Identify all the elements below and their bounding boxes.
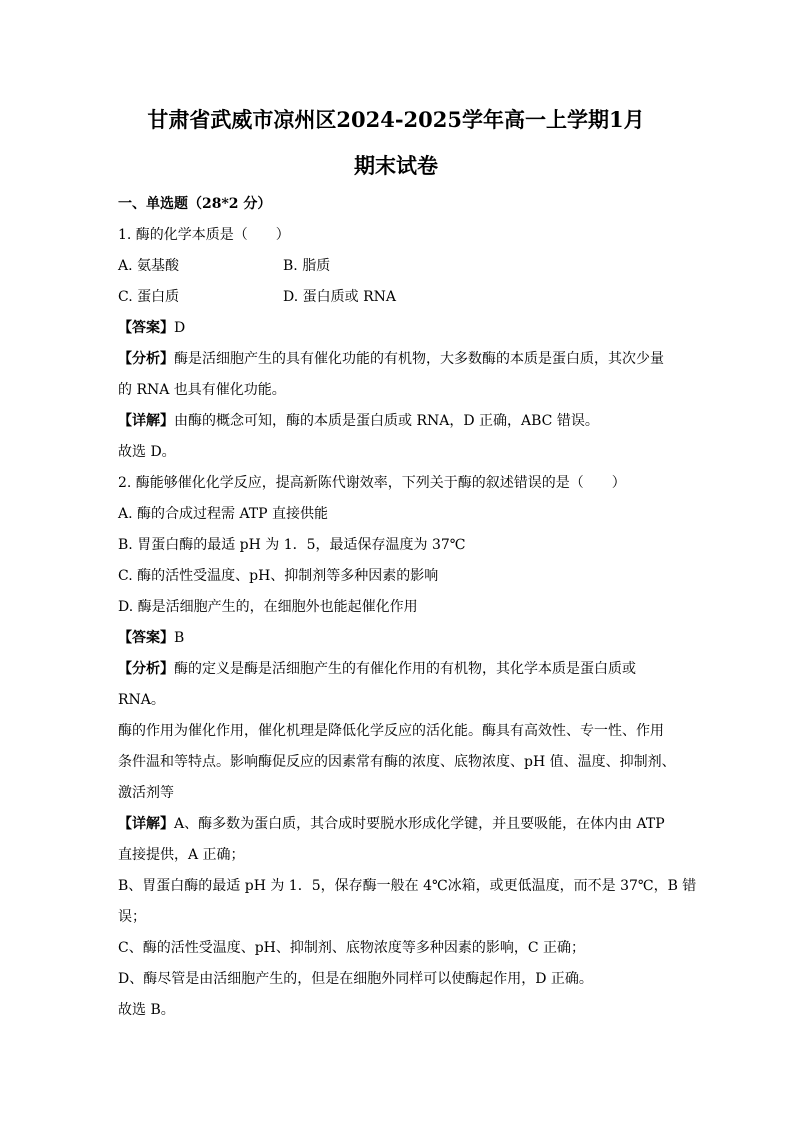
question-2-analysis-line-1 bbox=[118, 659, 674, 679]
answer-value: B bbox=[174, 630, 185, 646]
detail-text: 由酶的概念可知，酶的本质是蛋白质或 RNA，D 正确，ABC 错误。 bbox=[174, 413, 599, 429]
question-2-analysis-line-3: 酶的作用为催化作用，催化机理是降低化学反应的活化能。酶具有高效性、专一性、作用 bbox=[118, 723, 664, 739]
question-1-detail-line-1 bbox=[118, 411, 674, 431]
analysis-tag: 【分析】 bbox=[118, 661, 174, 677]
question-2-detail-line-5: C、酶的活性受温度、pH、抑制剂、底物浓度等多种因素的影响，C 正确； bbox=[118, 940, 586, 956]
detail-tag: 【详解】 bbox=[118, 413, 174, 429]
question-2-option-c: C. 酶的活性受温度、pH、抑制剂等多种因素的影响 bbox=[118, 568, 439, 584]
section-heading: 一、单选题（28*2 分） bbox=[118, 196, 272, 212]
question-2-detail-line-4: 误； bbox=[118, 909, 146, 925]
document-title-line-1: 甘肃省武威市凉州区2024-2025学年高一上学期1月 bbox=[147, 107, 645, 132]
question-1-option-d: D. 蛋白质或 RNA bbox=[283, 289, 396, 305]
question-1-options-row-1 bbox=[118, 256, 674, 276]
question-2-answer bbox=[118, 628, 674, 648]
question-2-detail-line-1 bbox=[118, 814, 674, 834]
document-title-line-2: 期末试卷 bbox=[354, 153, 438, 178]
answer-tag: 【答案】 bbox=[118, 320, 174, 336]
question-2-conclusion: 故选 B。 bbox=[118, 1002, 175, 1018]
answer-value: D bbox=[174, 320, 186, 336]
question-1-answer bbox=[118, 318, 674, 338]
question-2-option-b: B. 胃蛋白酶的最适 pH 为 1．5，最适保存温度为 37℃ bbox=[118, 537, 466, 553]
analysis-text: 酶的定义是酶是活细胞产生的有催化作用的有机物，其化学本质是蛋白质或 bbox=[174, 661, 636, 677]
question-1-option-c: C. 蛋白质 bbox=[118, 289, 180, 305]
answer-tag: 【答案】 bbox=[118, 630, 174, 646]
question-1-conclusion: 故选 D。 bbox=[118, 444, 176, 460]
question-2-detail-line-6: D、酶尽管是由活细胞产生的，但是在细胞外同样可以使酶起作用，D 正确。 bbox=[118, 971, 593, 987]
question-2-option-d: D. 酶是活细胞产生的，在细胞外也能起催化作用 bbox=[118, 599, 418, 615]
question-2-analysis-line-5: 激活剂等 bbox=[118, 785, 174, 801]
question-2-detail-line-3: B、胃蛋白酶的最适 pH 为 1．5，保存酶一般在 4℃冰箱，或更低温度，而不是 37℃，B 错 bbox=[118, 878, 697, 894]
question-2-analysis-line-2: RNA。 bbox=[118, 692, 165, 708]
analysis-tag: 【分析】 bbox=[118, 351, 174, 367]
question-1-analysis-line-2: 的 RNA 也具有催化功能。 bbox=[118, 382, 286, 398]
question-1-options-row-2 bbox=[118, 287, 674, 307]
question-2-option-a: A. 酶的合成过程需 ATP 直接供能 bbox=[118, 506, 329, 522]
question-2-analysis-line-4: 条件温和等特点。影响酶促反应的因素常有酶的浓度、底物浓度、pH 值、温度、抑制剂、 bbox=[118, 754, 676, 770]
analysis-text: 酶是活细胞产生的具有催化功能的有机物，大多数酶的本质是蛋白质，其次少量 bbox=[174, 351, 664, 367]
question-2-stem: 2. 酶能够催化化学反应，提高新陈代谢效率，下列关于酶的叙述错误的是（ ） bbox=[118, 475, 626, 491]
detail-tag: 【详解】 bbox=[118, 816, 174, 832]
question-1-option-a: A. 氨基酸 bbox=[118, 258, 180, 274]
detail-text: A、酶多数为蛋白质，其合成时要脱水形成化学键，并且要吸能，在体内由 ATP bbox=[174, 816, 665, 832]
question-1-analysis-line-1 bbox=[118, 349, 674, 369]
question-2-detail-line-2: 直接提供，A 正确； bbox=[118, 847, 245, 863]
question-1-stem: 1. 酶的化学本质是（ ） bbox=[118, 227, 290, 243]
question-1-option-b: B. 脂质 bbox=[283, 258, 331, 274]
